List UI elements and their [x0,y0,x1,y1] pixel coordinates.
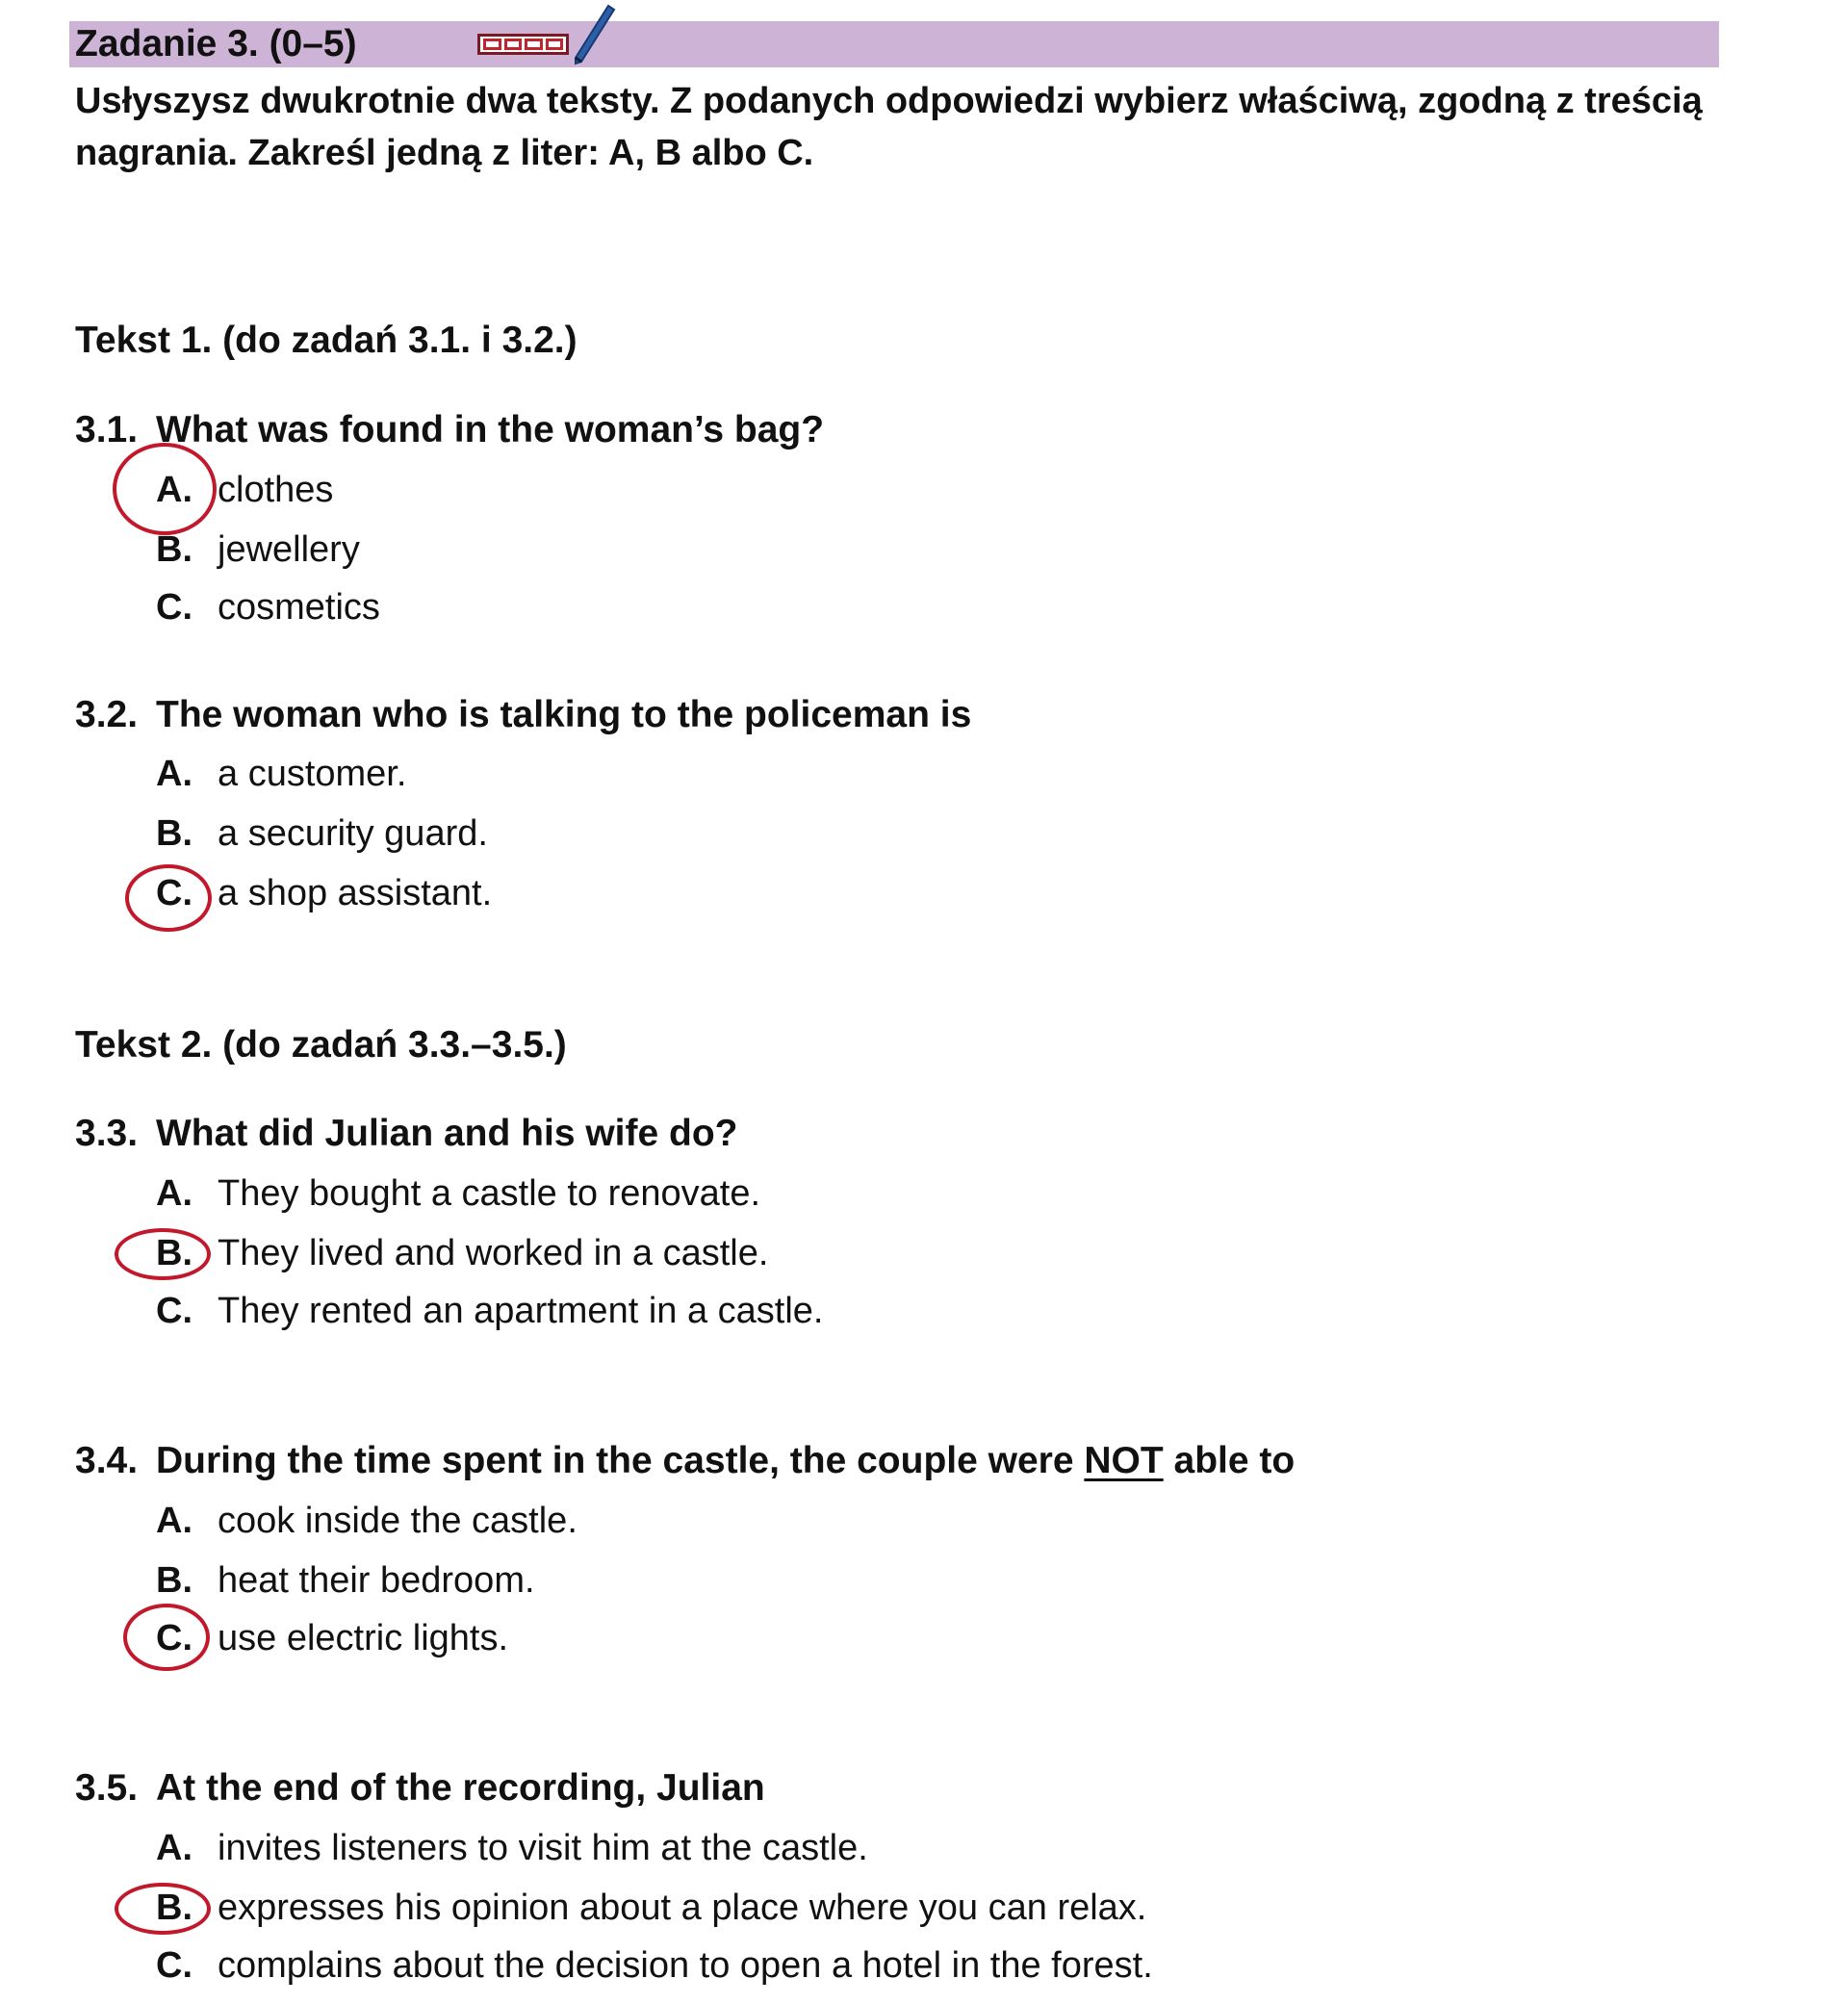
option-letter: C. [156,1291,192,1331]
option-letter: B. [156,1233,192,1273]
option-text: cook inside the castle. [218,1501,578,1541]
text1-heading: Tekst 1. (do zadań 3.1. i 3.2.) [75,320,578,361]
option-text: complains about the decision to open a hotel in the forest. [218,1945,1153,1986]
task-title: Zadanie 3. (0–5) [75,23,357,64]
option-text: expresses his opinion about a place where you can relax. [218,1888,1147,1928]
option-3-1-c[interactable] [156,586,380,629]
question-number: 3.3. [75,1113,139,1154]
question-3-5 [75,1767,765,1810]
option-text: cosmetics [218,587,380,628]
option-text: heat their bedroom. [218,1560,535,1601]
question-emphasis: NOT [1084,1440,1164,1481]
option-letter: A. [156,1173,192,1214]
question-number: 3.4. [75,1440,139,1481]
option-text: a security guard. [218,813,488,854]
question-number: 3.1. [75,409,139,450]
option-letter: B. [156,529,192,570]
score-box [483,39,501,50]
option-3-4-b[interactable] [156,1559,535,1602]
option-text: They rented an apartment in a castle. [218,1291,824,1331]
answer-circle-3-3 [115,1228,211,1280]
option-letter: A. [156,1501,192,1541]
question-3-1 [75,409,824,451]
option-letter: C. [156,1618,192,1658]
option-text: a customer. [218,754,407,794]
answer-circle-3-1 [113,443,217,535]
score-box [504,39,523,50]
option-3-5-a[interactable] [156,1827,868,1869]
question-text: At the end of the recording, Julian [156,1767,765,1809]
option-3-1-b[interactable] [156,528,360,571]
option-text: jewellery [218,529,360,570]
score-box [525,39,543,50]
option-letter: C. [156,1945,192,1986]
option-letter: A. [156,470,192,510]
question-text: What was found in the woman’s bag? [156,409,825,450]
option-text: use electric lights. [218,1618,509,1658]
option-letter: C. [156,873,192,913]
option-3-2-b[interactable] [156,812,488,855]
option-3-4-a[interactable] [156,1500,578,1542]
task-instruction: Usłyszysz dwukrotnie dwa teksty. Z podanych odpowiedzi wybierz właściwą, zgodną z treścią nagrania. Zakreśl jedną z liter: A, B albo C. [75,81,1703,173]
option-letter: A. [156,754,192,794]
text2-heading: Tekst 2. (do zadań 3.3.–3.5.) [75,1024,567,1066]
question-3-3 [75,1113,738,1155]
score-box [546,39,564,50]
pen-icon [570,2,616,65]
option-3-5-c[interactable] [156,1944,1153,1987]
answer-circle-3-4 [123,1604,210,1671]
option-letter: C. [156,587,192,628]
option-text: They bought a castle to renovate. [218,1173,761,1214]
question-number: 3.2. [75,694,139,735]
option-letter: B. [156,813,192,854]
option-text: They lived and worked in a castle. [218,1233,769,1273]
option-letter: B. [156,1560,192,1601]
option-3-3-c[interactable] [156,1290,823,1332]
question-text-part: During the time spent in the castle, the couple were [156,1440,1085,1481]
question-number: 3.5. [75,1767,139,1809]
answer-circle-3-2 [125,864,212,932]
question-3-2 [75,694,971,736]
answer-circle-3-5 [115,1883,211,1935]
question-text: The woman who is talking to the policeman is [156,694,972,735]
option-letter: A. [156,1828,192,1868]
option-letter: B. [156,1888,192,1928]
option-3-3-a[interactable] [156,1172,760,1215]
option-text: invites listeners to visit him at the castle. [218,1828,868,1868]
score-boxes-icon [477,34,569,55]
question-text [156,1440,1295,1481]
option-3-5-b[interactable] [156,1887,1146,1929]
question-text-part: able to [1163,1440,1296,1481]
option-text: clothes [218,470,334,510]
question-3-4 [75,1440,1295,1482]
option-text: a shop assistant. [218,873,493,913]
option-3-2-a[interactable] [156,753,406,795]
option-3-3-b[interactable] [156,1232,768,1274]
question-text: What did Julian and his wife do? [156,1113,738,1154]
